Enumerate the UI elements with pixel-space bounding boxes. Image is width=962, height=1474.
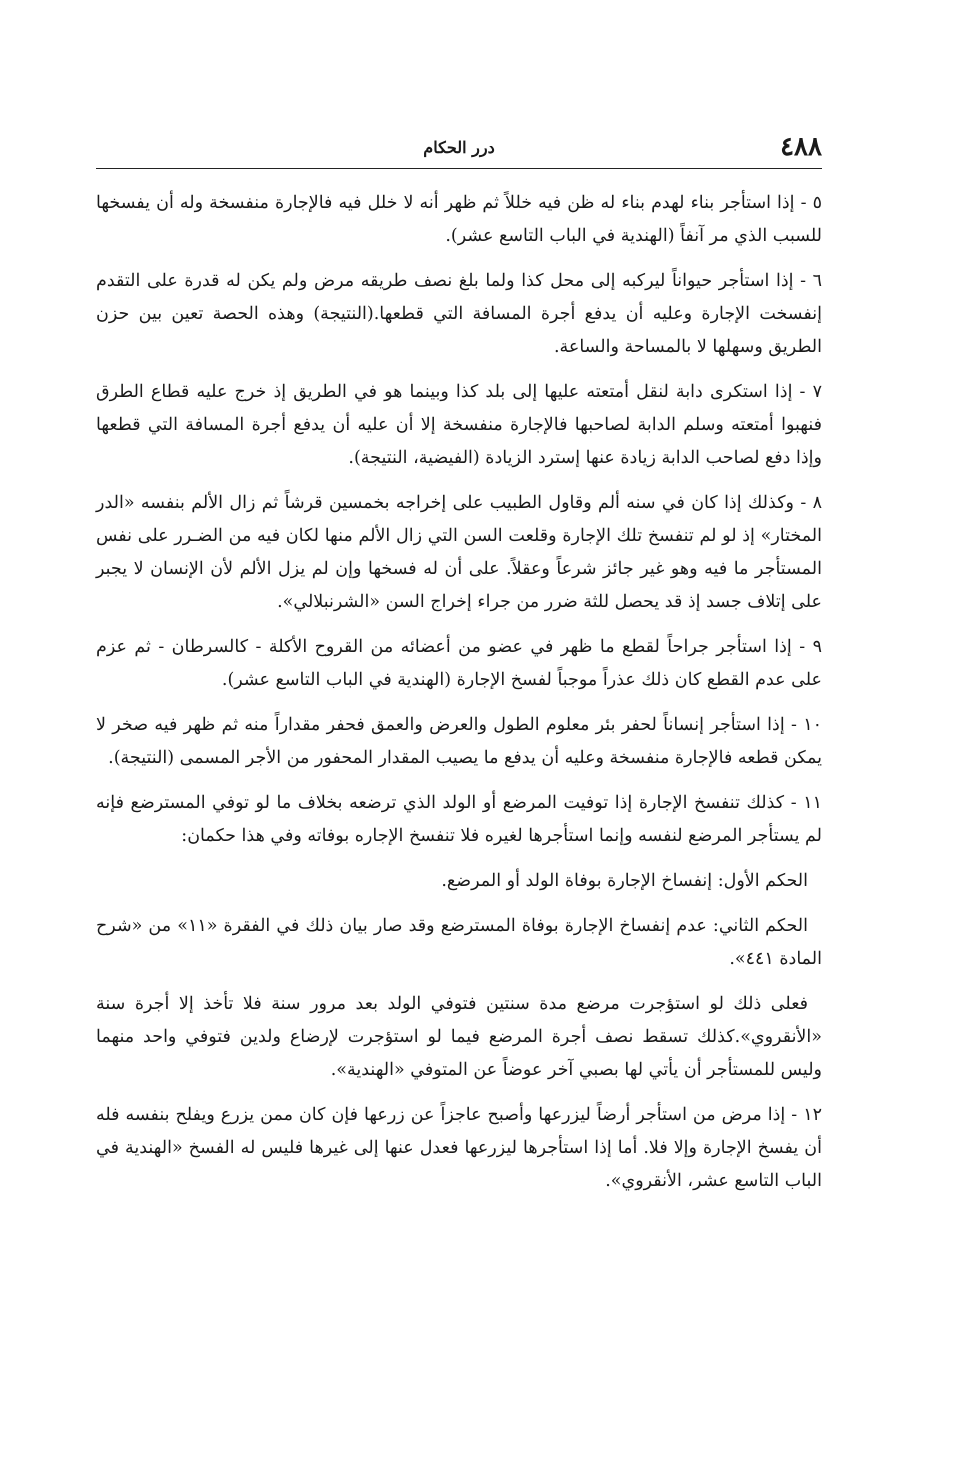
paragraph-item-6: ٦ - إذا استأجر حيواناً ليركبه إلى محل كذا ولما بلغ نصف طريقه مرض ولم يكن له قدرة على التقدم إنفسخت الإجارة وعليه أن يدفع أجرة المسافة التي قطعها.(النتيجة) وهذه الحصة تعين بين حزن الطريق وسهلها لا بالمساحة والساعة.	[96, 271, 822, 357]
page-header	[96, 128, 822, 169]
paragraph-consequence: فعلى ذلك لو استؤجرت مرضع مدة سنتين فتوفي الولد بعد مرور سنة فلا تأخذ إلا أجرة سنة «الأنقروي».كذلك تسقط نصف أجرة المرضع فيما لو استؤجرت لإرضاع ولدين فتوفي واحد منهما وليس للمستأجر أن يأتي لها بصبي آخر عوضاً عن المتوفي «الهندية».	[96, 994, 822, 1080]
paragraph-ruling-second: الحكم الثاني: عدم إنفساخ الإجارة بوفاة المسترضع وقد صار بيان ذلك في الفقرة «١١» من «شرح المادة ٤٤١».	[96, 916, 822, 969]
paragraph-item-7: ٧ - إذا استكرى دابة لنقل أمتعته عليها إلى بلد كذا وبينما هو في الطريق إذ خرج عليه قطاع الطرق فنهبوا أمتعته وسلم الدابة لصاحبها فالإجارة منفسخة إلا أن عليه أن يدفع أجرة المسافة التي قطعها وإذا دفع لصاحب الدابة زيادة عنها إسترد الزيادة (الفيضية، النتيجة).	[96, 382, 822, 468]
paragraph-item-5: ٥ - إذا استأجر بناء لهدم بناء له ظن فيه خللاً ثم ظهر أنه لا خلل فيه فالإجارة منفسخة وله أن يفسخها للسبب الذي مر آنفاً (الهندية في الباب التاسع عشر).	[96, 193, 822, 246]
paragraph-item-8: ٨ - وكذلك إذا كان في سنه ألم وقاول الطبيب على إخراجه بخمسين قرشاً ثم زال الألم بنفسه «الدر المختار» إذ لو لم تنفسخ تلك الإجارة وقلعت السن التي زال الألم منها لكان فيه من الضـرر على نفس المستأجر ما فيه وهو غير جائز شرعاً وعقلاً. على أن له فسخها وإن لم يزل الألم لأن الإنسان لا يجبر على إتلاف جسد إذ قد يحصل للثة ضرر من جراء إخراج السن «الشرنبلالي».	[96, 493, 822, 612]
paragraph-item-9: ٩ - إذا استأجر جراحاً لقطع ما ظهر في عضو من أعضائه من القروح الأكلة - كالسرطان - ثم عزم على عدم القطع كان ذلك عذراً موجباً لفسخ الإجارة (الهندية في الباب التاسع عشر).	[96, 637, 822, 690]
page-number: ٤٨٨	[780, 132, 822, 162]
document-page	[96, 128, 822, 1388]
paragraph-item-12: ١٢ - إذا مرض من استأجر أرضاً ليزرعها وأصبح عاجزاً عن زرعها فإن كان ممن يزرع ويفلح بنفسه فله أن يفسخ الإجارة وإلا فلا. أما إذا استأجرها ليزرعها فعدل عنها إلى غيرها فليس له الفسخ «الهندية في الباب التاسع عشر، الأنقروي».	[96, 1105, 822, 1191]
paragraph-item-10: ١٠ - إذا استأجر إنساناً لحفر بئر معلوم الطول والعرض والعمق فحفر مقداراً منه ثم ظهر فيه صخر لا يمكن قطعه فالإجارة منفسخة وعليه أن يدفع ما يصيب المقدار المحفور من الأجر المسمى (النتيجة).	[96, 715, 822, 768]
paragraph-ruling-first: الحكم الأول: إنفساخ الإجارة بوفاة الولد أو المرضع.	[441, 871, 808, 891]
running-title: درر الحكام	[423, 138, 495, 157]
page-body	[96, 169, 822, 1198]
paragraph-item-11: ١١ - كذلك تنفسخ الإجارة إذا توفيت المرضع أو الولد الذي ترضعه بخلاف ما لو توفي المسترضع فإنه لم يستأجر المرضع لنفسه وإنما استأجرها لغيره فلا تنفسخ الإجاره بوفاته وفي هذا حكمان:	[96, 793, 822, 846]
